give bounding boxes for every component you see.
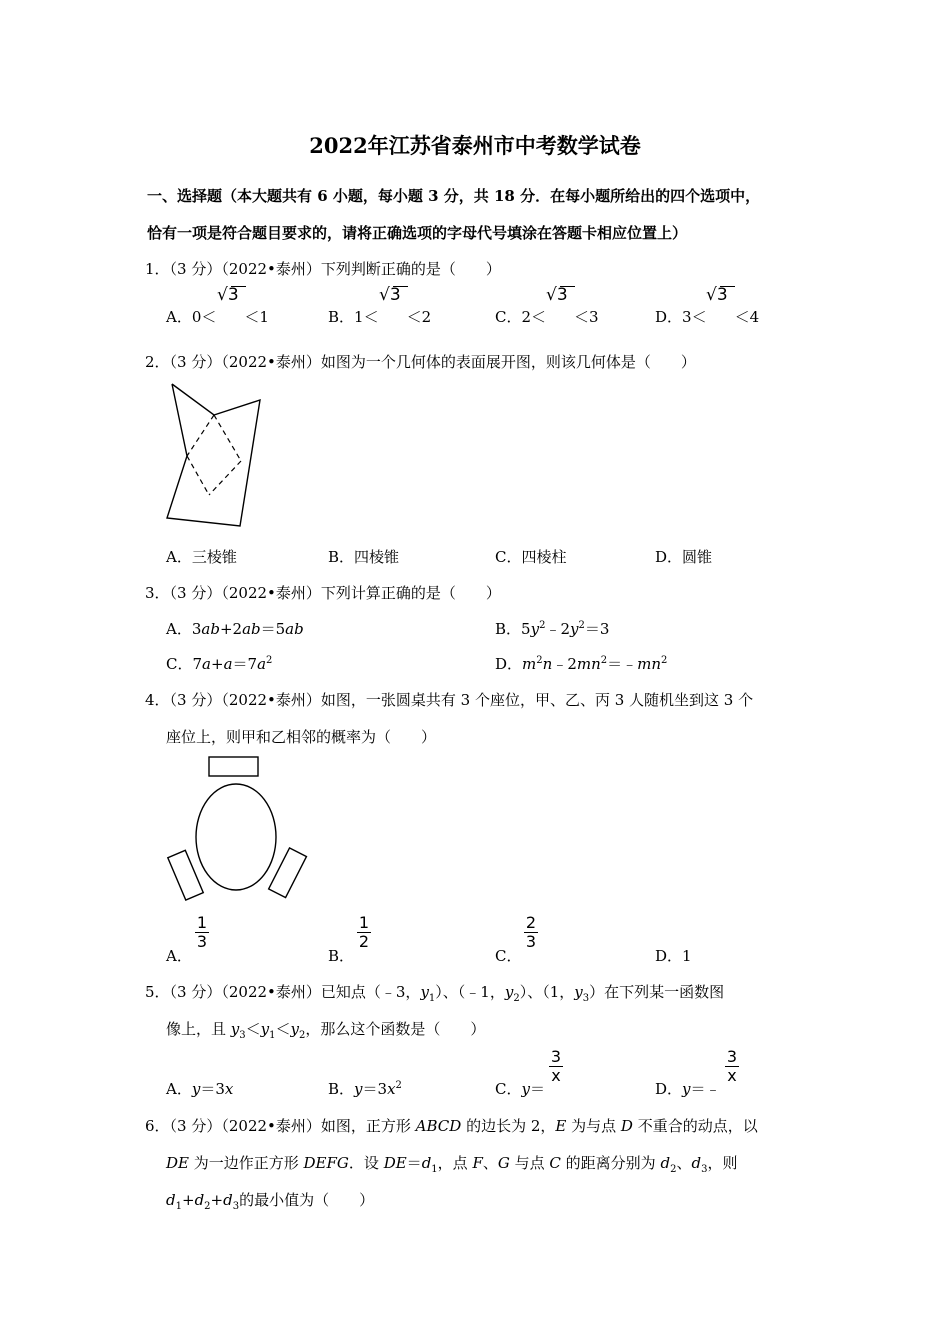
option-pre: 1＜ [354, 308, 379, 326]
option-text: 圆锥 [682, 548, 713, 566]
denominator: 3 [196, 932, 208, 951]
stem-var: C [549, 1154, 561, 1172]
expr-var: y [191, 1080, 201, 1098]
stem-part: ）、（﹣1， [435, 983, 505, 1001]
stem-sub: 3 [582, 993, 590, 1004]
q2-option-a[interactable] [166, 546, 237, 567]
option-label: D． [655, 947, 683, 965]
q1-option-a[interactable] [166, 306, 269, 327]
stem-var: y [504, 983, 514, 1001]
expr-var: mn [576, 655, 601, 673]
stem-var: DE [166, 1154, 189, 1172]
expr-exp: 2 [578, 620, 585, 631]
option-label: B． [328, 1080, 355, 1098]
net-edge [214, 415, 241, 461]
expr-part: ＝7 [232, 655, 258, 673]
question-text: （3 分）（2022•泰州）如图为一个几何体的表面展开图，则该几何体是（ ） [169, 353, 696, 371]
stem-var: G [497, 1154, 510, 1172]
expr-var: y [354, 1080, 363, 1098]
expr-var: ab [201, 620, 220, 638]
numerator: 3 [550, 1047, 562, 1066]
stem-part: 与点 [509, 1154, 550, 1172]
q3-option-b[interactable] [495, 618, 609, 639]
net-outline [167, 384, 260, 526]
q2-option-b[interactable] [328, 546, 399, 567]
q5-option-d-fraction [724, 1048, 740, 1085]
q4-option-a[interactable] [166, 945, 192, 966]
numerator: 1 [358, 913, 370, 932]
stem-sub: 2 [513, 993, 520, 1004]
q1-option-b[interactable] [328, 306, 431, 327]
q4-option-b[interactable] [328, 945, 354, 966]
q3-option-a[interactable] [166, 618, 304, 639]
radicand: 3 [556, 285, 568, 305]
option-label: C． [495, 1080, 522, 1098]
question-number: 2． [145, 353, 170, 371]
stem-part: ，则 [707, 1154, 738, 1172]
stem-var: d [194, 1191, 205, 1209]
q1-option-c-sqrt: √3 [546, 285, 568, 305]
option-label: C． [495, 947, 522, 965]
round-table [196, 784, 276, 890]
question-5-stem [145, 981, 724, 1002]
question-5-stem-cont [166, 1018, 485, 1039]
expr-part: ＝3 [200, 1080, 225, 1098]
question-4-stem-cont: 座位上，则甲和乙相邻的概率为（ ） [166, 728, 437, 746]
net-edge [187, 456, 209, 495]
stem-var: d [421, 1154, 432, 1172]
stem-var: y [290, 1020, 300, 1038]
expr-var: a [257, 655, 267, 673]
radicand: 3 [227, 285, 239, 305]
expr-part: ＝3 [584, 620, 610, 638]
numerator: 1 [196, 913, 208, 932]
round-table-figure [160, 752, 320, 907]
question-number: 5． [145, 983, 170, 1001]
expr-part: ＝﹣ [690, 1080, 721, 1098]
denominator: 3 [525, 932, 537, 951]
stem-part: 的最小值为（ ） [239, 1191, 375, 1209]
expr-part: ＝﹣ [607, 655, 638, 673]
stem-part: （3 分）（2022•泰州）已知点（﹣3， [169, 983, 421, 1001]
expr-var: mn [637, 655, 662, 673]
expr-exp: 2 [536, 655, 543, 666]
stem-var: d [223, 1191, 233, 1209]
stem-var: E [555, 1117, 567, 1135]
option-label: D． [495, 655, 523, 673]
stem-part: 不重合的动点，以 [632, 1117, 758, 1135]
stem-part: ，那么这个函数是（ ） [305, 1020, 486, 1038]
question-2-stem [145, 351, 696, 372]
stem-sub: 1 [175, 1201, 182, 1212]
expr-var: n [542, 655, 553, 673]
stem-part: ，点 [437, 1154, 473, 1172]
expr-exp: 2 [661, 655, 668, 666]
denominator: 2 [358, 932, 370, 951]
expr-part: +2 [219, 620, 243, 638]
option-pre: 2＜ [521, 308, 547, 326]
stem-sub: 1 [269, 1030, 276, 1041]
expr-part: 5 [521, 620, 531, 638]
q3-option-d[interactable] [495, 653, 667, 674]
stem-var: F [472, 1154, 483, 1172]
numerator: 3 [726, 1047, 738, 1066]
expr-var: ab [242, 620, 261, 638]
q4-option-d[interactable] [655, 945, 692, 966]
expr-part: ＝5 [260, 620, 286, 638]
option-post: ＜1 [244, 308, 269, 326]
stem-sub: 2 [299, 1030, 306, 1041]
option-label: A． [166, 1080, 192, 1098]
expr-part: 7 [192, 655, 203, 673]
stem-part: 、 [482, 1154, 498, 1172]
stem-part: 的边长为 2， [461, 1117, 556, 1135]
stem-var: ABCD [415, 1117, 462, 1135]
q4-option-c-fraction [523, 914, 539, 951]
option-post: ＜3 [574, 308, 599, 326]
expr-var: x [387, 1080, 396, 1098]
q5-option-c-fraction [548, 1048, 564, 1085]
question-text: （3 分）（2022•泰州）如图，一张圆桌共有 3 个座位，甲、乙、丙 3 人随机坐到这 3 个 [169, 691, 754, 709]
stem-var: d [166, 1191, 176, 1209]
seat-left [168, 850, 203, 900]
expr-exp: 2 [539, 620, 546, 631]
question-text: （3 分）（2022•泰州）下列计算正确的是（ ） [169, 584, 501, 602]
denominator: x [551, 1066, 561, 1085]
expr-part: ＝ [529, 1080, 545, 1098]
stem-sub: 2 [204, 1201, 211, 1212]
option-label: C． [495, 548, 522, 566]
option-text: 1 [682, 947, 692, 965]
expr-exp: 2 [266, 655, 273, 666]
section-heading-line1: 一、选择题（本大题共有 6 小题，每小题 3 分，共 18 分．在每小题所给出的四个选项中， [147, 187, 761, 205]
option-label: A． [166, 308, 192, 326]
expr-part: 3 [191, 620, 202, 638]
stem-part: ）、（1， [519, 983, 575, 1001]
option-label: C． [495, 308, 522, 326]
stem-var: y [420, 983, 429, 1001]
expr-var: y [530, 620, 540, 638]
expr-var: ab [285, 620, 304, 638]
stem-part: ＝ [406, 1154, 422, 1172]
stem-part: ＜ [275, 1020, 291, 1038]
question-6-stem-cont [166, 1152, 737, 1173]
stem-var: y [260, 1020, 270, 1038]
option-pre: 0＜ [191, 308, 217, 326]
q1-option-a-sqrt: √3 [217, 285, 239, 305]
option-post: ＜2 [406, 308, 432, 326]
stem-var: d [660, 1154, 671, 1172]
radicand: 3 [716, 285, 728, 305]
question-1-stem [145, 258, 501, 279]
stem-part: 的距离分别为 [560, 1154, 661, 1172]
stem-sub: 3 [232, 1201, 240, 1212]
question-4-stem [145, 689, 753, 710]
question-number: 6． [145, 1117, 170, 1135]
net-edge [209, 461, 241, 495]
expr-part: + [210, 655, 224, 673]
question-text: （3 分）（2022•泰州）下列判断正确的是（ ） [169, 260, 501, 278]
stem-part: 为一边作正方形 [188, 1154, 304, 1172]
q5-option-c[interactable] [495, 1078, 545, 1099]
q2-option-d[interactable] [655, 546, 712, 567]
expr-var: a [202, 655, 211, 673]
expr-var: y [521, 1080, 530, 1098]
expr-part: ＝3 [362, 1080, 388, 1098]
question-number: 1． [145, 260, 170, 278]
seat-top [209, 757, 258, 776]
option-label: D． [655, 1080, 683, 1098]
option-pre: 3＜ [682, 308, 707, 326]
stem-var: y [574, 983, 583, 1001]
option-text: 四棱柱 [521, 548, 567, 566]
option-label: B． [328, 308, 355, 326]
stem-part: ）在下列某一函数图 [589, 983, 725, 1001]
q1-option-d[interactable] [655, 306, 759, 327]
stem-var: D [620, 1117, 633, 1135]
question-3-stem [145, 582, 501, 603]
question-6-stem [145, 1115, 758, 1136]
option-label: C． [166, 655, 193, 673]
option-label: B． [495, 620, 522, 638]
option-label: B． [328, 548, 355, 566]
question-number: 4． [145, 691, 170, 709]
q1-option-d-sqrt: √3 [706, 285, 728, 305]
q1-option-c[interactable] [495, 306, 599, 327]
q5-option-d[interactable] [655, 1078, 721, 1099]
option-label: A． [166, 548, 192, 566]
expr-exp: 2 [395, 1080, 402, 1091]
section-heading-line2: 恰有一项是符合题目要求的，请将正确选项的字母代号填涂在答题卡相应位置上） [147, 224, 688, 242]
q1-option-b-sqrt: √3 [379, 285, 401, 305]
q4-option-a-fraction [194, 914, 210, 951]
stem-sub: 3 [239, 1030, 246, 1041]
expr-part: ﹣2 [545, 620, 570, 638]
numerator: 2 [525, 913, 537, 932]
expr-var: y [682, 1080, 691, 1098]
option-label: A． [166, 620, 192, 638]
option-label: D． [655, 308, 683, 326]
option-text: 四棱锥 [354, 548, 400, 566]
stem-var: DE [383, 1154, 407, 1172]
option-post: ＜4 [734, 308, 760, 326]
stem-sub: 1 [428, 993, 436, 1004]
option-label: D． [655, 548, 683, 566]
stem-part: ＜ [245, 1020, 261, 1038]
stem-part: （3 分）（2022•泰州）如图，正方形 [169, 1117, 416, 1135]
stem-var: d [691, 1154, 702, 1172]
question-6-stem-cont2 [166, 1189, 374, 1210]
q5-option-a[interactable] [166, 1078, 233, 1099]
stem-sub: 1 [431, 1164, 438, 1175]
stem-sub: 2 [670, 1164, 677, 1175]
net-figure [160, 378, 270, 528]
stem-part: + [210, 1191, 224, 1209]
expr-var: a [223, 655, 233, 673]
stem-var: DEFG [303, 1154, 349, 1172]
page-title: 2022年江苏省泰州市中考数学试卷 [309, 133, 641, 158]
question-number: 3． [145, 584, 170, 602]
option-label: B． [328, 947, 355, 965]
expr-part: ﹣2 [552, 655, 577, 673]
option-text: 三棱锥 [191, 548, 237, 566]
q5-option-b[interactable] [328, 1078, 402, 1099]
stem-part: 像上，且 [166, 1020, 231, 1038]
stem-part: ．设 [348, 1154, 384, 1172]
stem-sub: 3 [701, 1164, 708, 1175]
q3-option-c[interactable] [166, 653, 272, 674]
expr-var: y [569, 620, 579, 638]
q2-option-c[interactable] [495, 546, 567, 567]
expr-exp: 2 [600, 655, 608, 666]
expr-var: x [224, 1080, 234, 1098]
option-label: A． [166, 947, 192, 965]
denominator: x [727, 1066, 737, 1085]
stem-part: 、 [676, 1154, 692, 1172]
stem-var: y [230, 1020, 240, 1038]
stem-part: + [181, 1191, 195, 1209]
net-edge [187, 415, 214, 456]
q4-option-c[interactable] [495, 945, 521, 966]
radicand: 3 [389, 285, 401, 305]
stem-part: 为与点 [566, 1117, 621, 1135]
expr-var: m [522, 655, 537, 673]
q4-option-b-fraction [356, 914, 372, 951]
